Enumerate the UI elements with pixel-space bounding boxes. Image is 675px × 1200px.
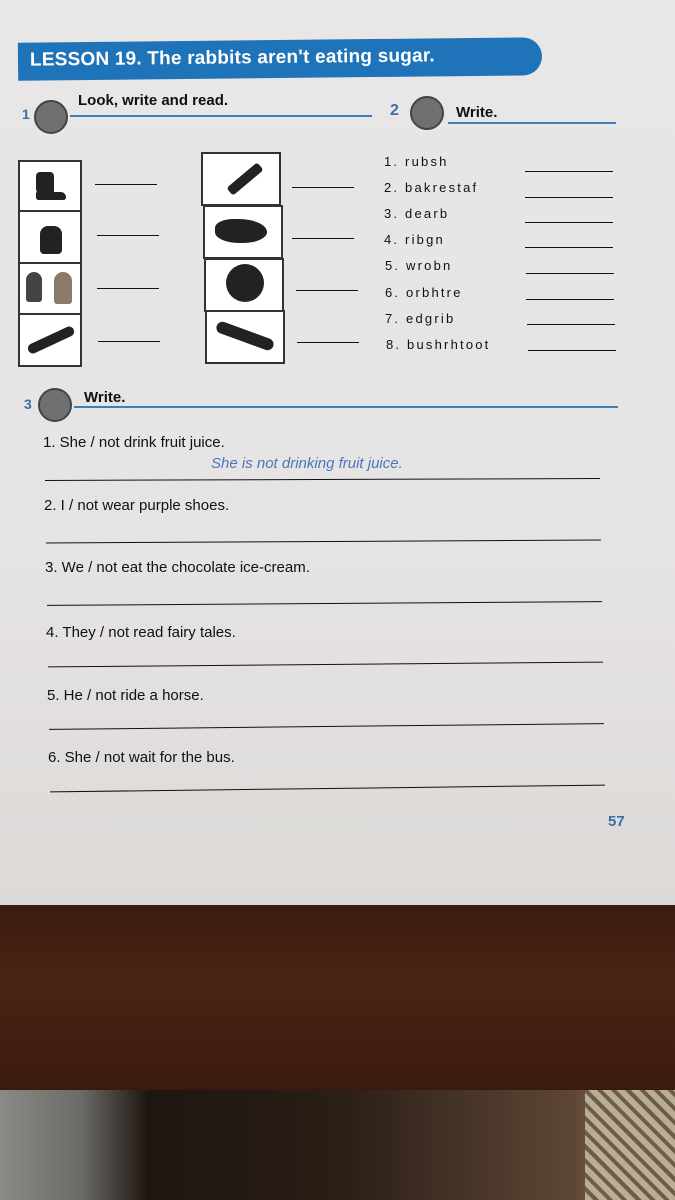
- scrambled-word: 2. bakrestaf: [384, 180, 479, 195]
- word-answer-blank[interactable]: [527, 324, 615, 325]
- scrambled-word: 5. wrobn: [385, 258, 453, 273]
- pencil-icon: [410, 96, 444, 130]
- child-figure: [54, 272, 72, 304]
- exercise-2-heading: Write.: [456, 104, 498, 121]
- example-answer: She is not drinking fruit juice.: [211, 455, 403, 472]
- answer-blank-1[interactable]: [95, 184, 157, 185]
- scrambled-word: 7. edgrib: [385, 311, 456, 326]
- picture-dog: [203, 205, 283, 259]
- word-answer-blank[interactable]: [525, 171, 613, 172]
- sentence-prompt: 5. He / not ride a horse.: [47, 687, 204, 704]
- word-answer-blank[interactable]: [528, 350, 616, 351]
- scrambled-word: 3. dearb: [384, 206, 450, 221]
- exercise-1-rule: [70, 115, 372, 117]
- word-answer-blank[interactable]: [525, 222, 613, 223]
- scrambled-word: 1. rubsh: [384, 154, 449, 169]
- sentence-prompt: 4. They / not read fairy tales.: [46, 624, 236, 641]
- answer-blank-4[interactable]: [98, 341, 160, 342]
- answer-blank-6[interactable]: [292, 238, 354, 239]
- page-number: 57: [608, 813, 625, 830]
- sentence-prompt: 2. I / not wear purple shoes.: [44, 497, 230, 514]
- exercise-1-number: 1: [22, 106, 30, 122]
- exercise-3-rule: [74, 406, 618, 408]
- exercise-2-rule: [448, 122, 616, 124]
- answer-blank-7[interactable]: [296, 290, 358, 291]
- sentence-prompt: 3. We / not eat the chocolate ice-cream.: [45, 559, 310, 576]
- wooden-table: [0, 905, 675, 1095]
- answer-blank-3[interactable]: [97, 288, 159, 289]
- exercise-3-number: 3: [24, 396, 32, 412]
- word-answer-blank[interactable]: [526, 299, 614, 300]
- boy-bathing-icon: [40, 226, 62, 254]
- lizard-icon: [215, 320, 275, 352]
- picture-lizard: [205, 310, 285, 364]
- scrambled-word: 6. orbhtre: [385, 285, 463, 300]
- paintbrush-icon: [226, 162, 263, 195]
- pencil-icon: [38, 388, 72, 422]
- pencil-icon: [34, 100, 68, 134]
- picture-paintbrush: [201, 152, 281, 206]
- word-answer-blank[interactable]: [526, 273, 614, 274]
- slide-icon: [26, 325, 76, 355]
- exercise-3-heading: Write.: [84, 389, 126, 406]
- answer-blank-8[interactable]: [297, 342, 359, 343]
- sentence-prompt: 6. She / not wait for the bus.: [48, 749, 235, 766]
- answer-blank-2[interactable]: [97, 235, 159, 236]
- boot-sole: [36, 192, 66, 200]
- picture-boot: [18, 160, 82, 214]
- answer-blank-5[interactable]: [292, 187, 354, 188]
- lesson-title: LESSON 19. The rabbits aren't eating sugar.: [29, 45, 435, 71]
- picture-slide: [18, 313, 82, 367]
- picture-black-ball: [204, 258, 284, 312]
- word-answer-blank[interactable]: [525, 247, 613, 248]
- scrambled-word: 4. ribgn: [384, 232, 445, 247]
- black-ball-icon: [226, 264, 264, 302]
- fabric-corner: [585, 1090, 675, 1200]
- word-answer-blank[interactable]: [525, 197, 613, 198]
- two-children-icon: [26, 272, 42, 302]
- picture-two-children: [18, 262, 82, 316]
- sentence-prompt: 1. She / not drink fruit juice.: [43, 434, 225, 451]
- scrambled-word: 8. bushrhtoot: [386, 337, 491, 352]
- exercise-2-number: 2: [390, 102, 399, 119]
- lesson-banner: [18, 37, 542, 80]
- picture-boy-bathing: [18, 210, 82, 264]
- dog-icon: [215, 219, 267, 243]
- exercise-1-heading: Look, write and read.: [78, 92, 229, 109]
- floor-background: [0, 1090, 675, 1200]
